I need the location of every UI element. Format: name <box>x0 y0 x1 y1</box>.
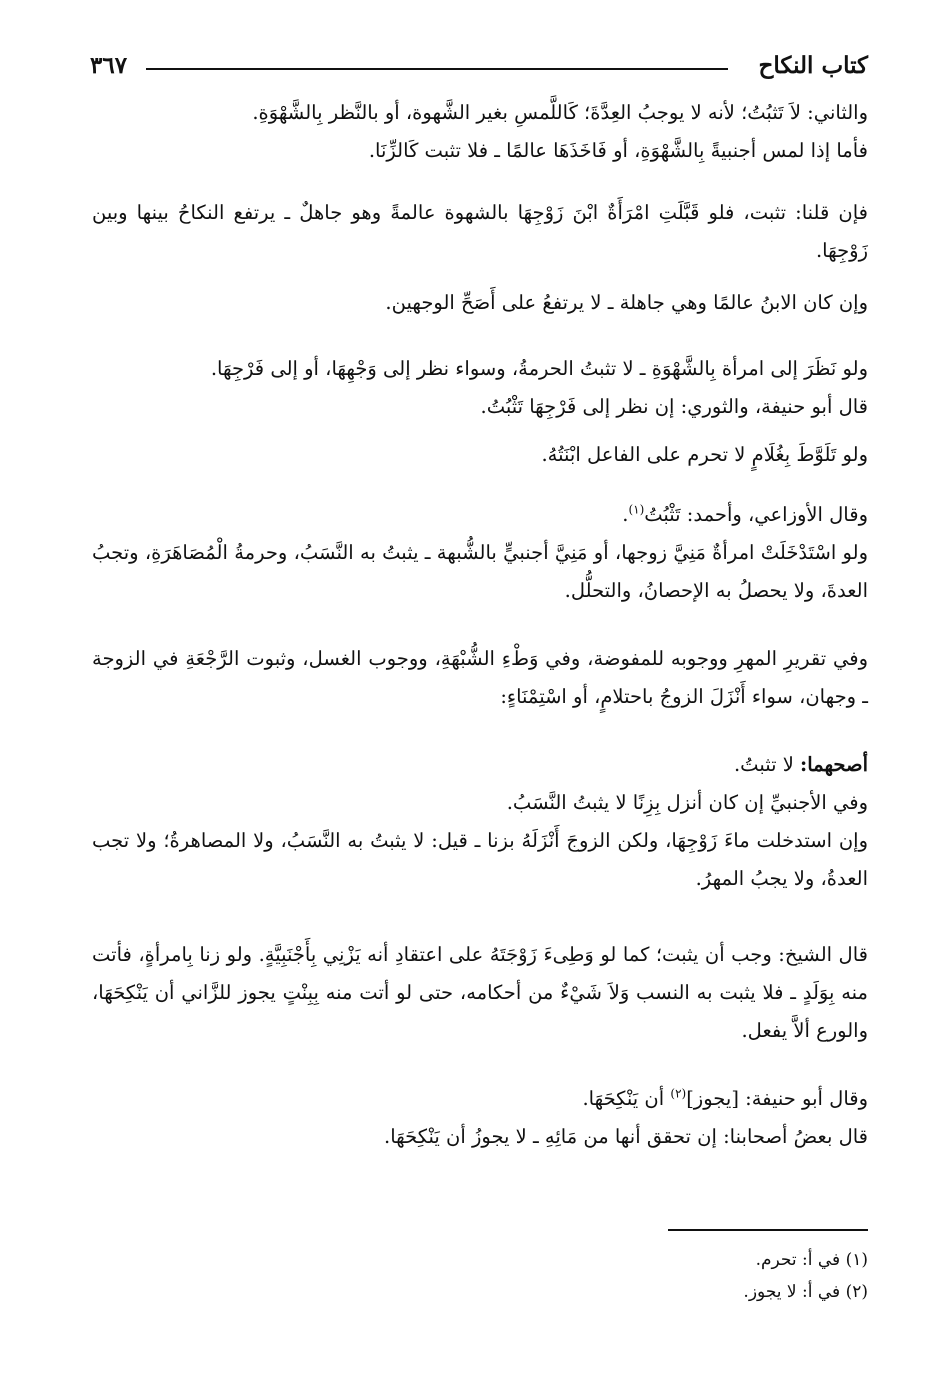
page-header <box>90 52 868 86</box>
paragraph-tail: . <box>622 503 629 526</box>
paragraph: وإن استدخلت ماءَ زَوْجِهَا، ولكن الزوجَ أَنْزَلَهُ بزنا ـ قيل: لا يثبتُ به النَّسَبُ، ولا المصاهرةُ؛ ولا تجب العدةُ، ولا يجبُ المهرُ. <box>92 829 868 890</box>
paragraph-text: وقال أبو حنيفة: [يجوز] <box>686 1087 868 1110</box>
paragraph: ولو اسْتَدْخَلَتْ امرأةٌ مَنِيَّ زوجها، أو مَنِيَّ أجنبيٍّ بالشُّبهة ـ يثبتُ به النَّسَبُ، وحرمةُ الْمُصَاهَرَةِ، وتجبُ العدةَ، ولا يحصلُ به الإحصانُ، والتحلُّل. <box>92 541 868 602</box>
paragraph: قال أبو حنيفة، والثوري: إن نظر إلى فَرْجِهَا تَثْبُتُ. <box>480 395 868 418</box>
paragraph-group-7 <box>92 640 868 716</box>
paragraph-group-10 <box>92 1080 868 1156</box>
paragraph: فأما إذا لمس أجنبيةً بِالشَّهْوَةِ، أو فَاخَذَهَا عالمًا ـ فلا تثبت كَالزِّنَا. <box>368 139 868 162</box>
footnote-ref-2: (٢) <box>670 1086 687 1101</box>
paragraph: وإن كان الابنُ عالمًا وهي جاهلة ـ لا يرتفعُ على أَصَحِّ الوجهين. <box>385 291 868 314</box>
header-rule <box>146 68 728 70</box>
paragraph: ولو تَلَوَّطَ بِغُلَامٍ لا تحرم على الفاعل ابْنَتُهُ. <box>541 443 868 466</box>
paragraph-group-3 <box>92 284 868 322</box>
paragraph-group-2 <box>92 194 868 270</box>
paragraph: والثاني: لاَ تَثبُتُ؛ لأنه لا يوجبُ العِدَّةَ؛ كَاللَّمسِ بغير الشَّهوة، أو بالنَّظر بِالشَّهْوَةِ. <box>252 101 868 124</box>
paragraph-text: لا تثبتُ. <box>733 753 801 776</box>
paragraph-with-footnote-1 <box>92 496 868 534</box>
footnote-1: (١) في أ: تحرم. <box>755 1250 868 1270</box>
paragraph-group-1 <box>92 94 868 170</box>
paragraph: وفي الأجنبيِّ إن كان أنزل بِزِنًا لا يثبتُ النَّسَبُ. <box>506 791 868 814</box>
paragraph-with-lead <box>92 746 868 784</box>
paragraph-with-footnote-2 <box>92 1080 868 1118</box>
paragraph-group-9 <box>92 936 868 1050</box>
footnotes <box>468 1244 868 1308</box>
book-title: كتاب النكاح <box>758 52 868 79</box>
footnote-ref-1: (١) <box>628 502 645 517</box>
paragraph-lead: أصحهما: <box>800 753 868 776</box>
paragraph: وفي تقريرِ المهرِ ووجوبه للمفوضة، وفي وَطْءِ الشُّبْهَةِ، ووجوب الغسل، وثبوت الرَّجْعَةِ في الزوجة ـ وجهان، سواء أَنْزَلَ الزوجُ باحتلامٍ، أو اسْتِمْنَاءٍ: <box>92 647 868 708</box>
footnote-rule <box>668 1229 868 1231</box>
paragraph: قال الشيخ: وجب أن يثبت؛ كما لو وَطِىءَ زَوْجَتَهُ على اعتقادِ أنه يَزْنِي بِأَجْنَبِيَّةٍ. ولو زنا بِامرأةٍ، فأتت منه بِوَلَدٍ ـ فلا يثبت به النسب وَلاَ شَيْءٌ من أحكامه، حتى لو أتت منه بِبِنْتٍ يجوز للزَّاني أن يَنْكِحَهَا، والورع ألاَّ يفعل. <box>92 943 868 1042</box>
paragraph: فإن قلنا: تثبت، فلو قَبَّلَتِ امْرَأَةٌ ابْنَ زَوْجِهَا بالشهوة عالمةً وهو جاهلٌ ـ يرتفع النكاحُ بينها وبين زَوْجِهَا. <box>92 201 868 262</box>
paragraph-group-6 <box>92 496 868 610</box>
paragraph-text: وقال الأوزاعي، وأحمد: تَثْبُتُ <box>644 503 868 526</box>
paragraph-group-4 <box>92 350 868 426</box>
page-number: ٣٦٧ <box>90 52 128 79</box>
paragraph-group-8 <box>92 746 868 898</box>
footnote-2: (٢) في أ: لا يجوز. <box>743 1282 868 1302</box>
paragraph-tail: أن يَنْكِحَهَا. <box>582 1087 671 1110</box>
paragraph-group-5 <box>92 436 868 474</box>
paragraph: ولو نَظَرَ إلى امرأة بِالشَّهْوَةِ ـ لا تثبتُ الحرمةُ، وسواء نظر إلى وَجْهِهَا، أو إلى فَرْجِهَا. <box>210 357 868 380</box>
paragraph: قال بعضُ أصحابنا: إن تحقق أنها من مَائِهِ ـ لا يجوزُ أن يَنْكِحَهَا. <box>384 1125 868 1148</box>
